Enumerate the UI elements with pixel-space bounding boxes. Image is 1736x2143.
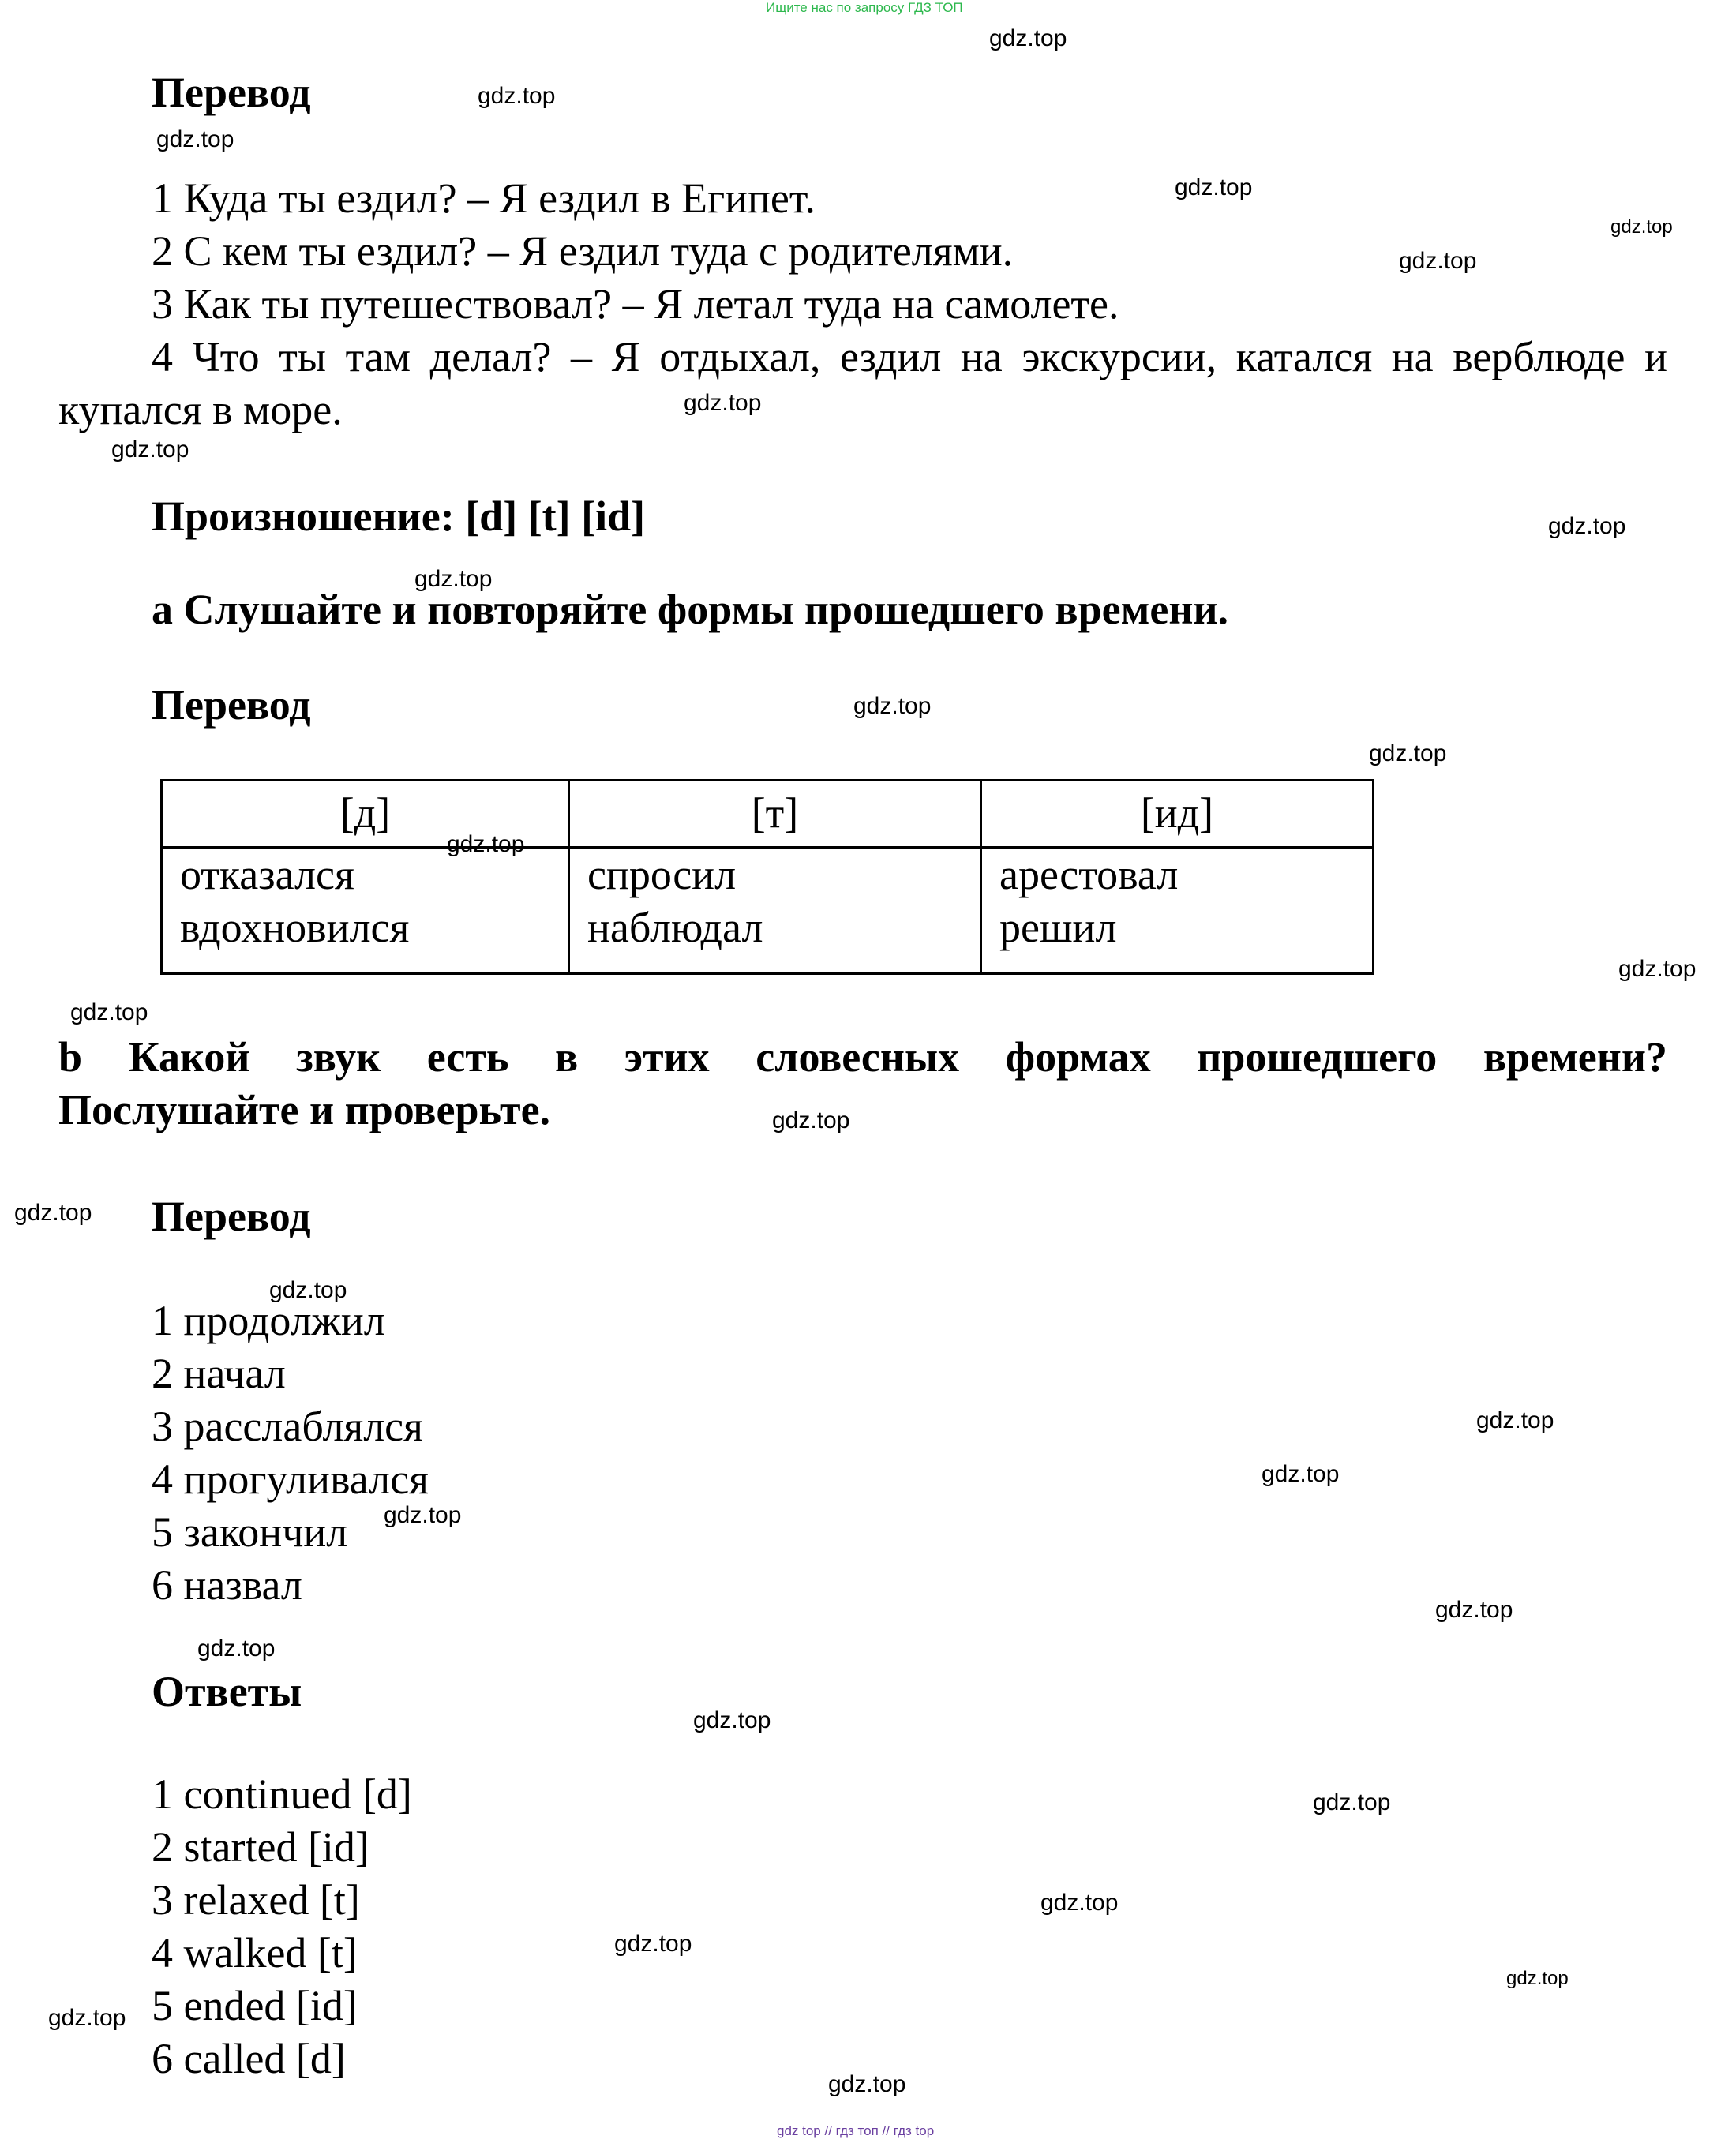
past-tense-sound-table (160, 779, 1374, 975)
section-heading-translation-3: Перевод (152, 1193, 311, 1240)
watermark: gdz.top (1435, 1597, 1513, 1623)
watermark: gdz.top (684, 390, 762, 416)
watermark: gdz.top (614, 1931, 692, 1957)
table-word: отказался (180, 851, 354, 898)
answers-heading: Ответы (152, 1668, 302, 1715)
watermark: gdz.top (70, 999, 148, 1025)
translation-line-4-continued: купался в море. (58, 386, 343, 433)
translation-line-1: 1 Куда ты ездил? – Я ездил в Египет. (152, 174, 816, 222)
table-header-cell: [д] (162, 781, 569, 848)
table-header-cell: [т] (569, 781, 981, 848)
table-word: вдохновился (180, 904, 410, 951)
watermark: gdz.top (1040, 1890, 1119, 1916)
watermark: gdz.top (772, 1107, 850, 1133)
translation-line-4: 4 Что ты там делал? – Я отдыхал, ездил на экскурсии, катался на верблюде и (152, 333, 1667, 380)
watermark: gdz.top (1175, 174, 1253, 200)
watermark: gdz.top (853, 693, 932, 719)
answer-item: 3 relaxed [t] (152, 1876, 360, 1924)
watermark: gdz.top (1313, 1789, 1391, 1815)
table-cell-d (162, 848, 569, 974)
list-item: 6 назвал (152, 1561, 302, 1609)
task-a-instruction: a Слушайте и повторяйте формы прошедшего времени. (152, 586, 1229, 633)
top-search-note: Ищите нас по запросу ГДЗ ТОП (766, 0, 963, 15)
watermark: gdz.top (414, 566, 493, 592)
pronunciation-heading: Произношение: [d] [t] [id] (152, 493, 646, 540)
list-item: 3 расслаблялся (152, 1403, 423, 1450)
watermark: gdz.top (197, 1635, 276, 1662)
list-item: 4 прогуливался (152, 1456, 429, 1503)
watermark: gdz.top (111, 436, 189, 463)
watermark: gdz.top (1610, 216, 1673, 238)
table-cell-t (569, 848, 981, 974)
task-b-instruction-continued: Послушайте и проверьте. (58, 1086, 551, 1133)
list-item: 1 продолжил (152, 1297, 385, 1344)
watermark: gdz.top (989, 25, 1067, 51)
table-cell-id (981, 848, 1374, 974)
table-header-row (162, 781, 1374, 848)
watermark: gdz.top (1476, 1407, 1554, 1433)
translation-line-2: 2 С кем ты ездил? – Я ездил туда с родителями. (152, 227, 1014, 275)
task-b-instruction: b Какой звук есть в этих словесных формах прошедшего времени? (58, 1033, 1667, 1081)
watermark: gdz.top (447, 831, 525, 857)
watermark: gdz.top (14, 1200, 92, 1226)
watermark: gdz.top (1506, 1968, 1569, 1989)
watermark: gdz.top (1262, 1461, 1340, 1487)
table-word: наблюдал (587, 904, 763, 951)
watermark: gdz.top (269, 1277, 347, 1303)
answer-item: 2 started [id] (152, 1823, 369, 1871)
watermark: gdz.top (1548, 513, 1626, 539)
answer-item: 6 called [d] (152, 2035, 346, 2082)
table-row (162, 848, 1374, 974)
answer-item: 1 continued [d] (152, 1770, 412, 1818)
watermark: gdz.top (1618, 956, 1697, 982)
answer-item: 5 ended [id] (152, 1982, 358, 2029)
bottom-watermark-note: gdz top // гдз топ // гдз top (777, 2123, 935, 2138)
table-word: арестовал (999, 851, 1179, 898)
table-word: спросил (587, 851, 737, 898)
translation-line-3: 3 Как ты путешествовал? – Я летал туда на самолете. (152, 280, 1119, 328)
list-item: 5 закончил (152, 1508, 348, 1556)
watermark: gdz.top (1399, 248, 1477, 274)
answer-item: 4 walked [t] (152, 1929, 358, 1976)
section-heading-translation-2: Перевод (152, 681, 311, 729)
table-header-cell: [ид] (981, 781, 1374, 848)
table-word: решил (999, 904, 1117, 951)
watermark: gdz.top (828, 2071, 906, 2097)
watermark: gdz.top (693, 1707, 771, 1733)
list-item: 2 начал (152, 1350, 286, 1397)
watermark: gdz.top (156, 126, 234, 152)
watermark: gdz.top (1369, 740, 1447, 766)
section-heading-translation-1: Перевод (152, 69, 311, 116)
watermark: gdz.top (48, 2005, 126, 2031)
watermark: gdz.top (478, 83, 556, 109)
watermark: gdz.top (384, 1502, 462, 1528)
